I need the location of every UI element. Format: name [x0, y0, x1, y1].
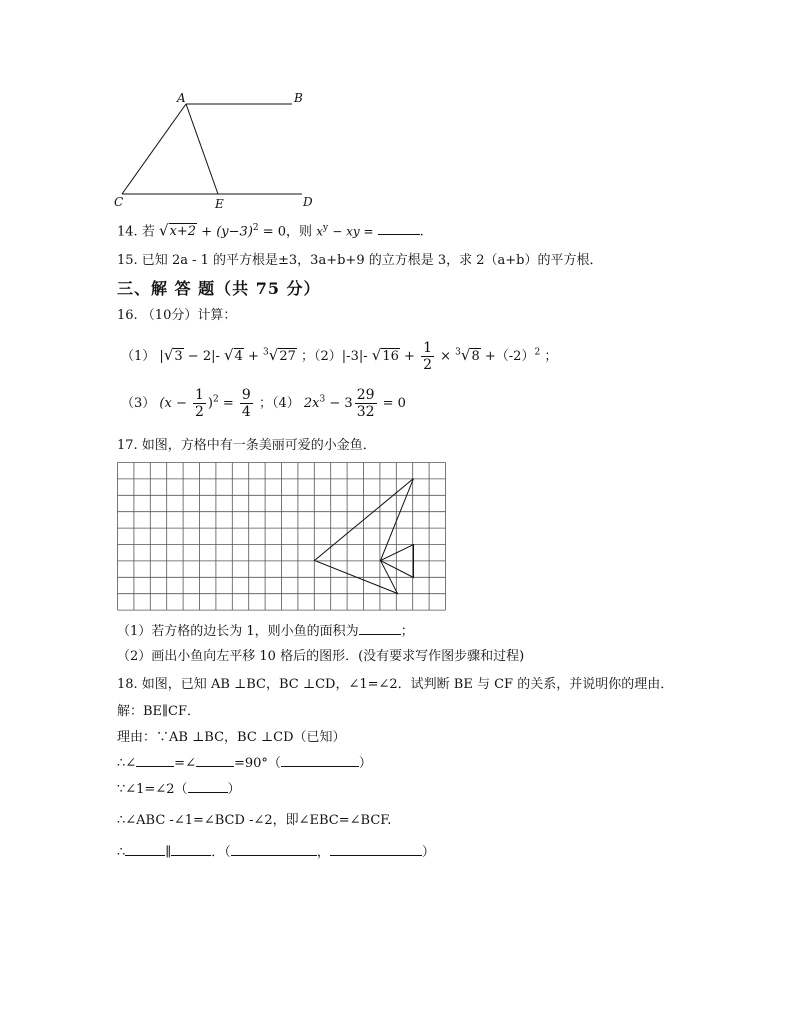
q16-p3-rhs-fraction: $\frac{9}{4}$	[241, 387, 251, 420]
label-a: A	[177, 91, 186, 105]
q16-p2-end: ；	[544, 349, 558, 364]
q14-line	[117, 219, 424, 241]
q18-l4-a: ∴	[117, 845, 126, 860]
q16-p1-label: （1）	[121, 349, 156, 364]
q18-line4	[117, 844, 435, 862]
q16-p4-exp: 3	[319, 394, 326, 405]
q16-p3-fraction: $\frac{1}{2}$	[195, 387, 204, 420]
q14-tail-exp: y	[322, 223, 329, 233]
q18-blank-line1[interactable]	[125, 855, 165, 856]
q16-fraction-half: $\frac{1}{2}$	[423, 340, 432, 373]
q18-l4-d: ，	[316, 845, 330, 860]
q18-head: 18. 如图，已知 AB ⊥BC，BC ⊥CD，∠1=∠2．试判断 BE 与 CF 的关系，并说明你的理由．	[117, 677, 674, 692]
label-b: B	[294, 91, 303, 105]
q16-p1-sep: ；（2）|-3|-	[301, 349, 368, 364]
q16-p2-exp: 2	[534, 347, 541, 358]
line-ae	[186, 104, 218, 194]
q16-p4-fraction: $\frac{29}{32}$	[356, 387, 375, 420]
q16-sqrt4: 4	[234, 349, 243, 364]
q18-l1-a: ∴∠	[117, 756, 137, 771]
q16-p2-times: ×	[440, 349, 452, 364]
q16-p4-b: − 3	[329, 396, 353, 411]
q18-blank-reason4[interactable]	[330, 855, 422, 856]
fish-grid	[117, 462, 447, 611]
q14-tail2: − xy =	[332, 224, 374, 239]
q14-eq: = 0，则	[262, 224, 313, 240]
q17-p1-end: ；	[400, 624, 414, 639]
sqrt-symbol: √	[163, 346, 174, 364]
q18-blank-reason3[interactable]	[231, 855, 317, 856]
q18-blank-reason2[interactable]	[188, 792, 228, 793]
q18-l2-b: ）	[227, 782, 241, 797]
q18-answer: 解：BE∥CF．	[117, 704, 201, 719]
q17-head: 17. 如图，方格中有一条美丽可爱的小金鱼．	[117, 438, 376, 453]
q18-line2	[117, 781, 241, 799]
q16-cbrt-index: 3	[263, 347, 269, 358]
sqrt-symbol: √	[224, 346, 234, 364]
q14-tail: x	[316, 224, 323, 239]
q16-p3-pre: (x −	[159, 396, 187, 411]
q16-sqrt3: 3	[174, 349, 183, 364]
q16-p3-exp: 2	[213, 394, 219, 405]
q18-line1	[117, 755, 372, 773]
q16-p2-tail: +（-2）	[484, 349, 535, 364]
section-heading: 三、解 答 题（共 75 分）	[117, 279, 321, 298]
q16-sqrt8: 8	[471, 349, 480, 364]
cbrt-symbol: √	[268, 346, 279, 364]
q16-p1-c: +	[248, 349, 259, 364]
q16-p3-eq: =	[222, 396, 234, 411]
q16-sqrt16: 16	[382, 349, 399, 364]
q16-head: 16. （10分）计算：	[117, 308, 237, 323]
q14-sqrt-body: x+2	[169, 224, 197, 240]
grid-lines	[118, 463, 446, 611]
sqrt-symbol: √	[371, 346, 382, 364]
q16-p2-plus: +	[404, 349, 415, 364]
q16-cbrt-index-2: 3	[455, 347, 461, 358]
q18-l2-a: ∵∠1=∠2（	[117, 782, 188, 797]
q16-p3-sep: ；（4）	[258, 396, 300, 411]
q18-l1-c: =90°（	[233, 756, 281, 771]
q14-ruo: 若	[141, 224, 155, 240]
q18-l1-d: ）	[358, 756, 372, 771]
q18-blank-angle2[interactable]	[196, 766, 234, 767]
q16-p1-b: − 2|-	[187, 349, 220, 364]
sqrt-symbol: √	[158, 221, 169, 240]
q14-end: .	[419, 224, 424, 240]
q17-area-blank[interactable]	[359, 634, 401, 635]
q14-plus: +	[201, 224, 213, 240]
q16-p4-eq: = 0	[382, 396, 406, 411]
q18-blank-angle1[interactable]	[136, 766, 174, 767]
q14-paren: (y−3)	[216, 224, 253, 240]
q14-blank[interactable]	[378, 234, 420, 235]
q17-p2: （2）画出小鱼向左平移 10 格后的图形．(没有要求写作图步骤和过程)	[117, 649, 525, 664]
q16-p3-post: )	[207, 396, 213, 411]
q18-l4-c: ．（	[211, 845, 231, 860]
line-ac	[122, 104, 186, 194]
q16-row2	[121, 387, 406, 420]
q18-blank-reason1[interactable]	[281, 766, 359, 767]
q18-l4-b: ∥	[165, 845, 172, 860]
q15-line: 15. 已知 2a - 1 的平方根是±3，3a+b+9 的立方根是 3，求 2（a+b）的平方根．	[117, 253, 603, 268]
q14-number: 14.	[117, 224, 138, 240]
q16-p1-a: |	[159, 349, 164, 364]
q14-exp: 2	[252, 223, 259, 233]
q18-l4-e: ）	[421, 845, 435, 860]
q16-row1	[121, 340, 557, 373]
q16-sqrt27: 27	[279, 349, 296, 364]
cbrt-symbol: √	[460, 346, 471, 364]
fish-body	[315, 479, 414, 594]
q16-p3-label: （3）	[121, 396, 156, 411]
q18-blank-line2[interactable]	[171, 855, 211, 856]
label-e: E	[215, 197, 224, 211]
q16-p4-a: 2x	[303, 396, 320, 411]
q17-p1	[117, 623, 414, 641]
q18-line3: ∴∠ABC -∠1=∠BCD -∠2，即∠EBC=∠BCF.	[117, 813, 392, 828]
label-c: C	[114, 195, 124, 209]
q17-p1-text: （1）若方格的边长为 1，则小鱼的面积为	[117, 624, 359, 639]
triangle-figure	[110, 88, 330, 212]
q18-reason: 理由：∵AB ⊥BC，BC ⊥CD（已知）	[117, 730, 346, 745]
label-d: D	[303, 195, 313, 209]
q18-l1-b: =∠	[174, 756, 196, 771]
